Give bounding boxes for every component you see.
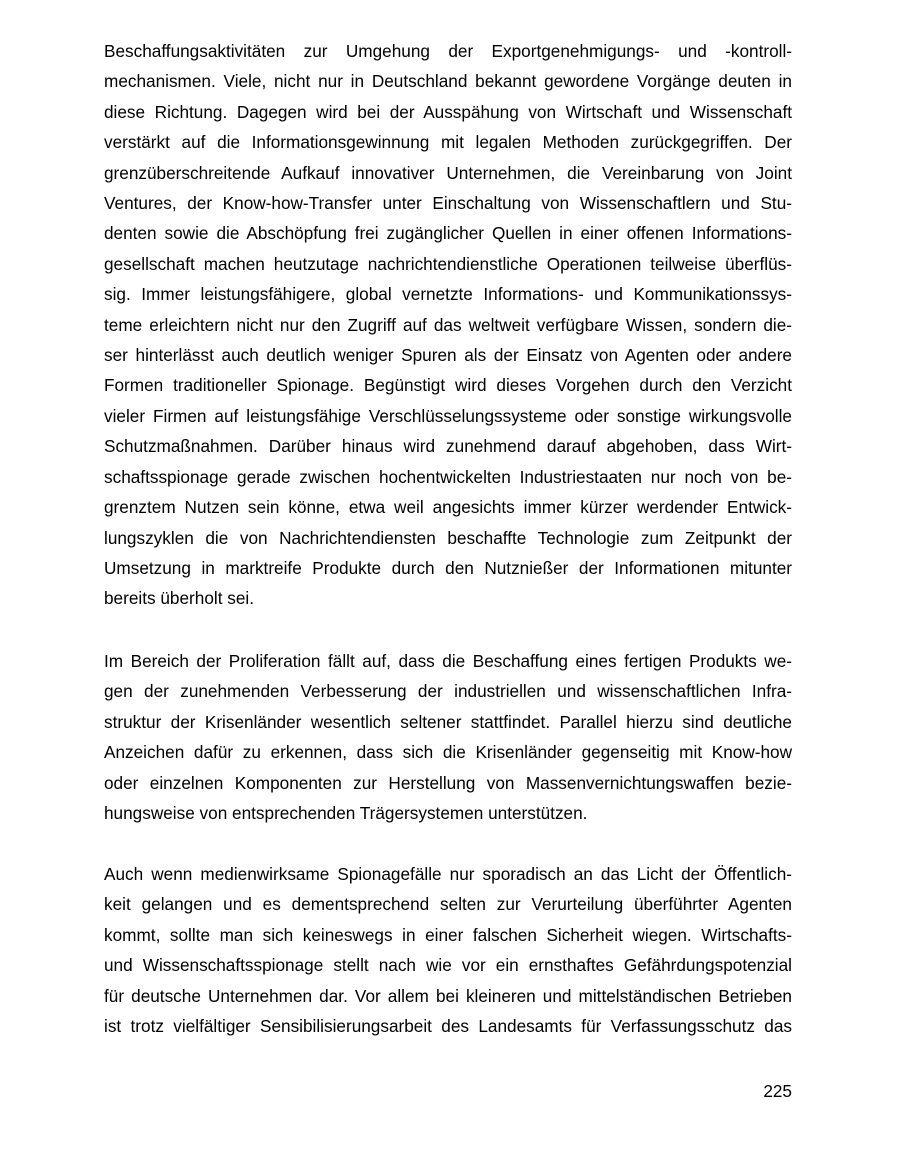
text-line: Ventures, der Know-how-Transfer unter Einschaltung von Wissenschaftlern und Stu-	[104, 193, 792, 214]
text-line: bereits überholt sei.	[104, 588, 254, 609]
text-line: für deutsche Unternehmen dar. Vor allem bei kleineren und mittelständischen Betrieben	[104, 985, 792, 1006]
text-line: Auch wenn medienwirksame Spionagefälle nur sporadisch an das Licht der Öffentlich-	[104, 864, 792, 884]
text-line: gen der zunehmenden Verbesserung der industriellen und wissenschaftlichen Infra-	[104, 681, 792, 702]
text-line: Im Bereich der Proliferation fällt auf, dass die Beschaffung eines fertigen Produkts we-	[104, 651, 792, 671]
paragraph-1	[104, 36, 792, 614]
text-line: Beschaffungsaktivitäten zur Umgehung der Exportgenehmigungs- und -kontroll-	[104, 41, 792, 61]
text-line: Schutzmaßnahmen. Darüber hinaus wird zunehmend darauf abgehoben, dass Wirt-	[104, 436, 792, 457]
text-line: Umsetzung in marktreife Produkte durch den Nutznießer der Informationen mitunter	[104, 557, 792, 578]
text-line: Anzeichen dafür zu erkennen, dass sich die Krisenländer gegenseitig mit Know-how	[104, 742, 792, 763]
text-line: lungszyklen die von Nachrichtendiensten beschaffte Technologie zum Zeitpunkt der	[104, 527, 792, 548]
text-line: grenztem Nutzen sein könne, etwa weil angesichts immer kürzer werdender Entwick-	[104, 497, 792, 518]
page-number: 225	[763, 1081, 792, 1101]
text-line: denten sowie die Abschöpfung frei zugänglicher Quellen in einer offenen Informations-	[104, 223, 792, 244]
text-line: gesellschaft machen heutzutage nachrichtendienstliche Operationen teilweise überflüs-	[104, 253, 792, 274]
text-line: grenzüberschreitende Aufkauf innovativer Unternehmen, die Vereinbarung von Joint	[104, 162, 792, 183]
text-line: mechanismen. Viele, nicht nur in Deutschland bekannt gewordene Vorgänge deuten in	[104, 71, 792, 92]
text-line: ser hinterlässt auch deutlich weniger Spuren als der Einsatz von Agenten oder andere	[104, 345, 792, 366]
text-line: struktur der Krisenländer wesentlich seltener stattfindet. Parallel hierzu sind deutliche	[104, 711, 792, 732]
text-line: sig. Immer leistungsfähigere, global vernetzte Informations- und Kommunikationssys-	[104, 284, 792, 305]
paragraph-3	[104, 859, 792, 1041]
text-line: verstärkt auf die Informationsgewinnung mit legalen Methoden zurückgegriffen. Der	[104, 132, 792, 153]
paragraph-2	[104, 646, 792, 828]
text-line: und Wissenschaftsspionage stellt nach wie vor ein ernsthaftes Gefährdungspotenzial	[104, 955, 792, 976]
text-line: ist trotz vielfältiger Sensibilisierungsarbeit des Landesamts für Verfassungsschutz das	[104, 1016, 792, 1037]
text-line: oder einzelnen Komponenten zur Herstellung von Massenvernichtungswaffen bezie-	[104, 772, 792, 793]
text-line: schaftsspionage gerade zwischen hochentwickelten Industriestaaten nur noch von be-	[104, 466, 792, 487]
text-line: hungsweise von entsprechenden Trägersystemen unterstützen.	[104, 803, 588, 824]
text-line: keit gelangen und es dementsprechend selten zur Verurteilung überführter Agenten	[104, 894, 792, 915]
text-line: kommt, sollte man sich keineswegs in einer falschen Sicherheit wiegen. Wirtschafts-	[104, 924, 792, 945]
text-line: teme erleichtern nicht nur den Zugriff auf das weltweit verfügbare Wissen, sondern die-	[104, 314, 792, 335]
text-line: vieler Firmen auf leistungsfähige Verschlüsselungssysteme oder sonstige wirkungsvolle	[104, 405, 792, 426]
text-line: diese Richtung. Dagegen wird bei der Ausspähung von Wirtschaft und Wissenschaft	[104, 101, 792, 122]
text-line: Formen traditioneller Spionage. Begünstigt wird dieses Vorgehen durch den Verzicht	[104, 375, 792, 396]
